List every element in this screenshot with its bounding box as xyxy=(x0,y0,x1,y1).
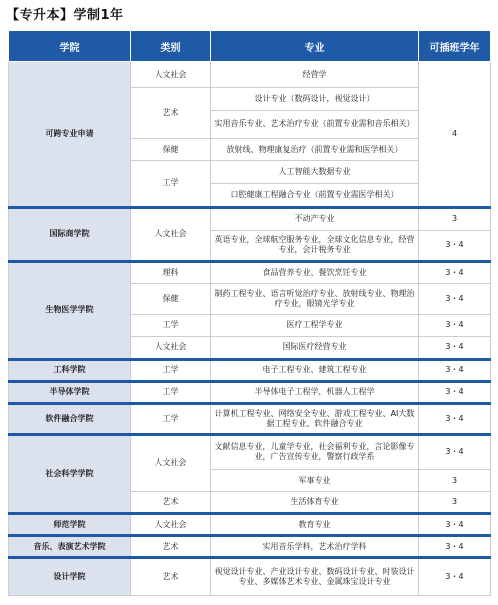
table-row xyxy=(9,514,491,536)
table-row xyxy=(9,62,491,88)
table-row xyxy=(9,434,491,469)
header-major: 专业 xyxy=(211,31,419,62)
major-cell: 不动产专业 xyxy=(211,207,419,230)
year-cell: 3・4 xyxy=(419,283,491,314)
major-cell: 经营学 xyxy=(211,62,419,88)
college-cell: 社会科学学院 xyxy=(9,434,131,513)
category-cell: 工学 xyxy=(131,359,211,381)
major-cell: 半导体电子工程学，机器人工程学 xyxy=(211,381,419,403)
major-cell: 设计专业（数码设计，视觉设计） xyxy=(211,88,419,110)
year-cell: 3・4 xyxy=(419,536,491,558)
table-row xyxy=(9,261,491,283)
college-cell: 音乐、表演艺术学院 xyxy=(9,536,131,558)
category-cell: 工学 xyxy=(131,403,211,434)
table-row xyxy=(9,381,491,403)
year-cell: 3・4 xyxy=(419,514,491,536)
category-cell: 人文社会 xyxy=(131,207,211,261)
major-cell: 医疗工程学专业 xyxy=(211,314,419,336)
year-cell: 3・4 xyxy=(419,314,491,336)
header-category: 类别 xyxy=(131,31,211,62)
college-cell: 半导体学院 xyxy=(9,381,131,403)
year-cell: 3・4 xyxy=(419,336,491,359)
major-cell: 视觉设计专业、产业设计专业、数码设计专业、时装设计专业、多媒体艺术专业、金属珠宝设计专业 xyxy=(211,558,419,596)
page-title: 【专升本】学制1年 xyxy=(6,8,124,23)
category-cell: 人文社会 xyxy=(131,62,211,88)
category-cell: 艺术 xyxy=(131,88,211,139)
major-cell: 实用音乐学科，艺术治疗学科 xyxy=(211,536,419,558)
year-cell: 3・4 xyxy=(419,558,491,596)
table-row xyxy=(9,536,491,558)
table-row xyxy=(9,403,491,434)
major-cell: 人工智能大数据专业 xyxy=(211,161,419,184)
year-cell: 3・4 xyxy=(419,403,491,434)
category-cell: 理科 xyxy=(131,261,211,283)
table-header-row xyxy=(9,31,491,62)
college-cell: 生物医学学院 xyxy=(9,261,131,359)
header-college: 学院 xyxy=(9,31,131,62)
category-cell: 工学 xyxy=(131,161,211,207)
major-cell: 电子工程专业、建筑工程专业 xyxy=(211,359,419,381)
year-cell: 3 xyxy=(419,470,491,492)
major-cell: 生活体育专业 xyxy=(211,492,419,514)
category-cell: 工学 xyxy=(131,314,211,336)
year-cell: 3・4 xyxy=(419,381,491,403)
major-cell: 计算机工程专业、网络安全专业、游戏工程专业、AI大数据工程专业、软件融合专业 xyxy=(211,403,419,434)
header-year: 可插班学年 xyxy=(419,31,491,62)
category-cell: 人文社会 xyxy=(131,434,211,491)
major-cell: 文献信息专业，儿童学专业，社会福利专业，言论影像专业，广告宣传专业，警察行政学系 xyxy=(211,434,419,469)
college-cell: 可跨专业申请 xyxy=(9,62,131,208)
college-cell: 师范学院 xyxy=(9,514,131,536)
year-cell: 3 xyxy=(419,492,491,514)
major-cell: 制药工程专业、语言听觉治疗专业、放射线专业、物理治疗专业，眼镜光学专业 xyxy=(211,283,419,314)
major-cell: 放射线、物理康复治疗（前置专业需和医学相关） xyxy=(211,139,419,161)
table-row xyxy=(9,207,491,230)
major-cell: 国际医疗经营专业 xyxy=(211,336,419,359)
college-cell: 软件融合学院 xyxy=(9,403,131,434)
table-row xyxy=(9,558,491,596)
year-cell: 3 xyxy=(419,207,491,230)
table-row xyxy=(9,359,491,381)
year-cell: 3・4 xyxy=(419,359,491,381)
category-cell: 保健 xyxy=(131,283,211,314)
year-cell: 3・4 xyxy=(419,434,491,469)
college-cell: 工科学院 xyxy=(9,359,131,381)
year-cell: 3・4 xyxy=(419,230,491,261)
major-cell: 口腔健康工程融合专业（前置专业需医学相关） xyxy=(211,184,419,207)
major-cell: 军事专业 xyxy=(211,470,419,492)
major-cell: 食品营养专业、餐饮烹饪专业 xyxy=(211,261,419,283)
category-cell: 艺术 xyxy=(131,536,211,558)
category-cell: 艺术 xyxy=(131,492,211,514)
college-cell: 设计学院 xyxy=(9,558,131,596)
year-cell: 4 xyxy=(419,62,491,208)
college-cell: 国际商学院 xyxy=(9,207,131,261)
category-cell: 人文社会 xyxy=(131,514,211,536)
program-table xyxy=(8,30,491,596)
category-cell: 工学 xyxy=(131,381,211,403)
category-cell: 人文社会 xyxy=(131,336,211,359)
major-cell: 英语专业，全球航空服务专业，全球文化信息专业，经营专业，会计税务专业 xyxy=(211,230,419,261)
major-cell: 实用音乐专业、艺术治疗专业（前置专业需和音乐相关） xyxy=(211,110,419,139)
year-cell: 3・4 xyxy=(419,261,491,283)
category-cell: 艺术 xyxy=(131,558,211,596)
category-cell: 保健 xyxy=(131,139,211,161)
major-cell: 教育专业 xyxy=(211,514,419,536)
